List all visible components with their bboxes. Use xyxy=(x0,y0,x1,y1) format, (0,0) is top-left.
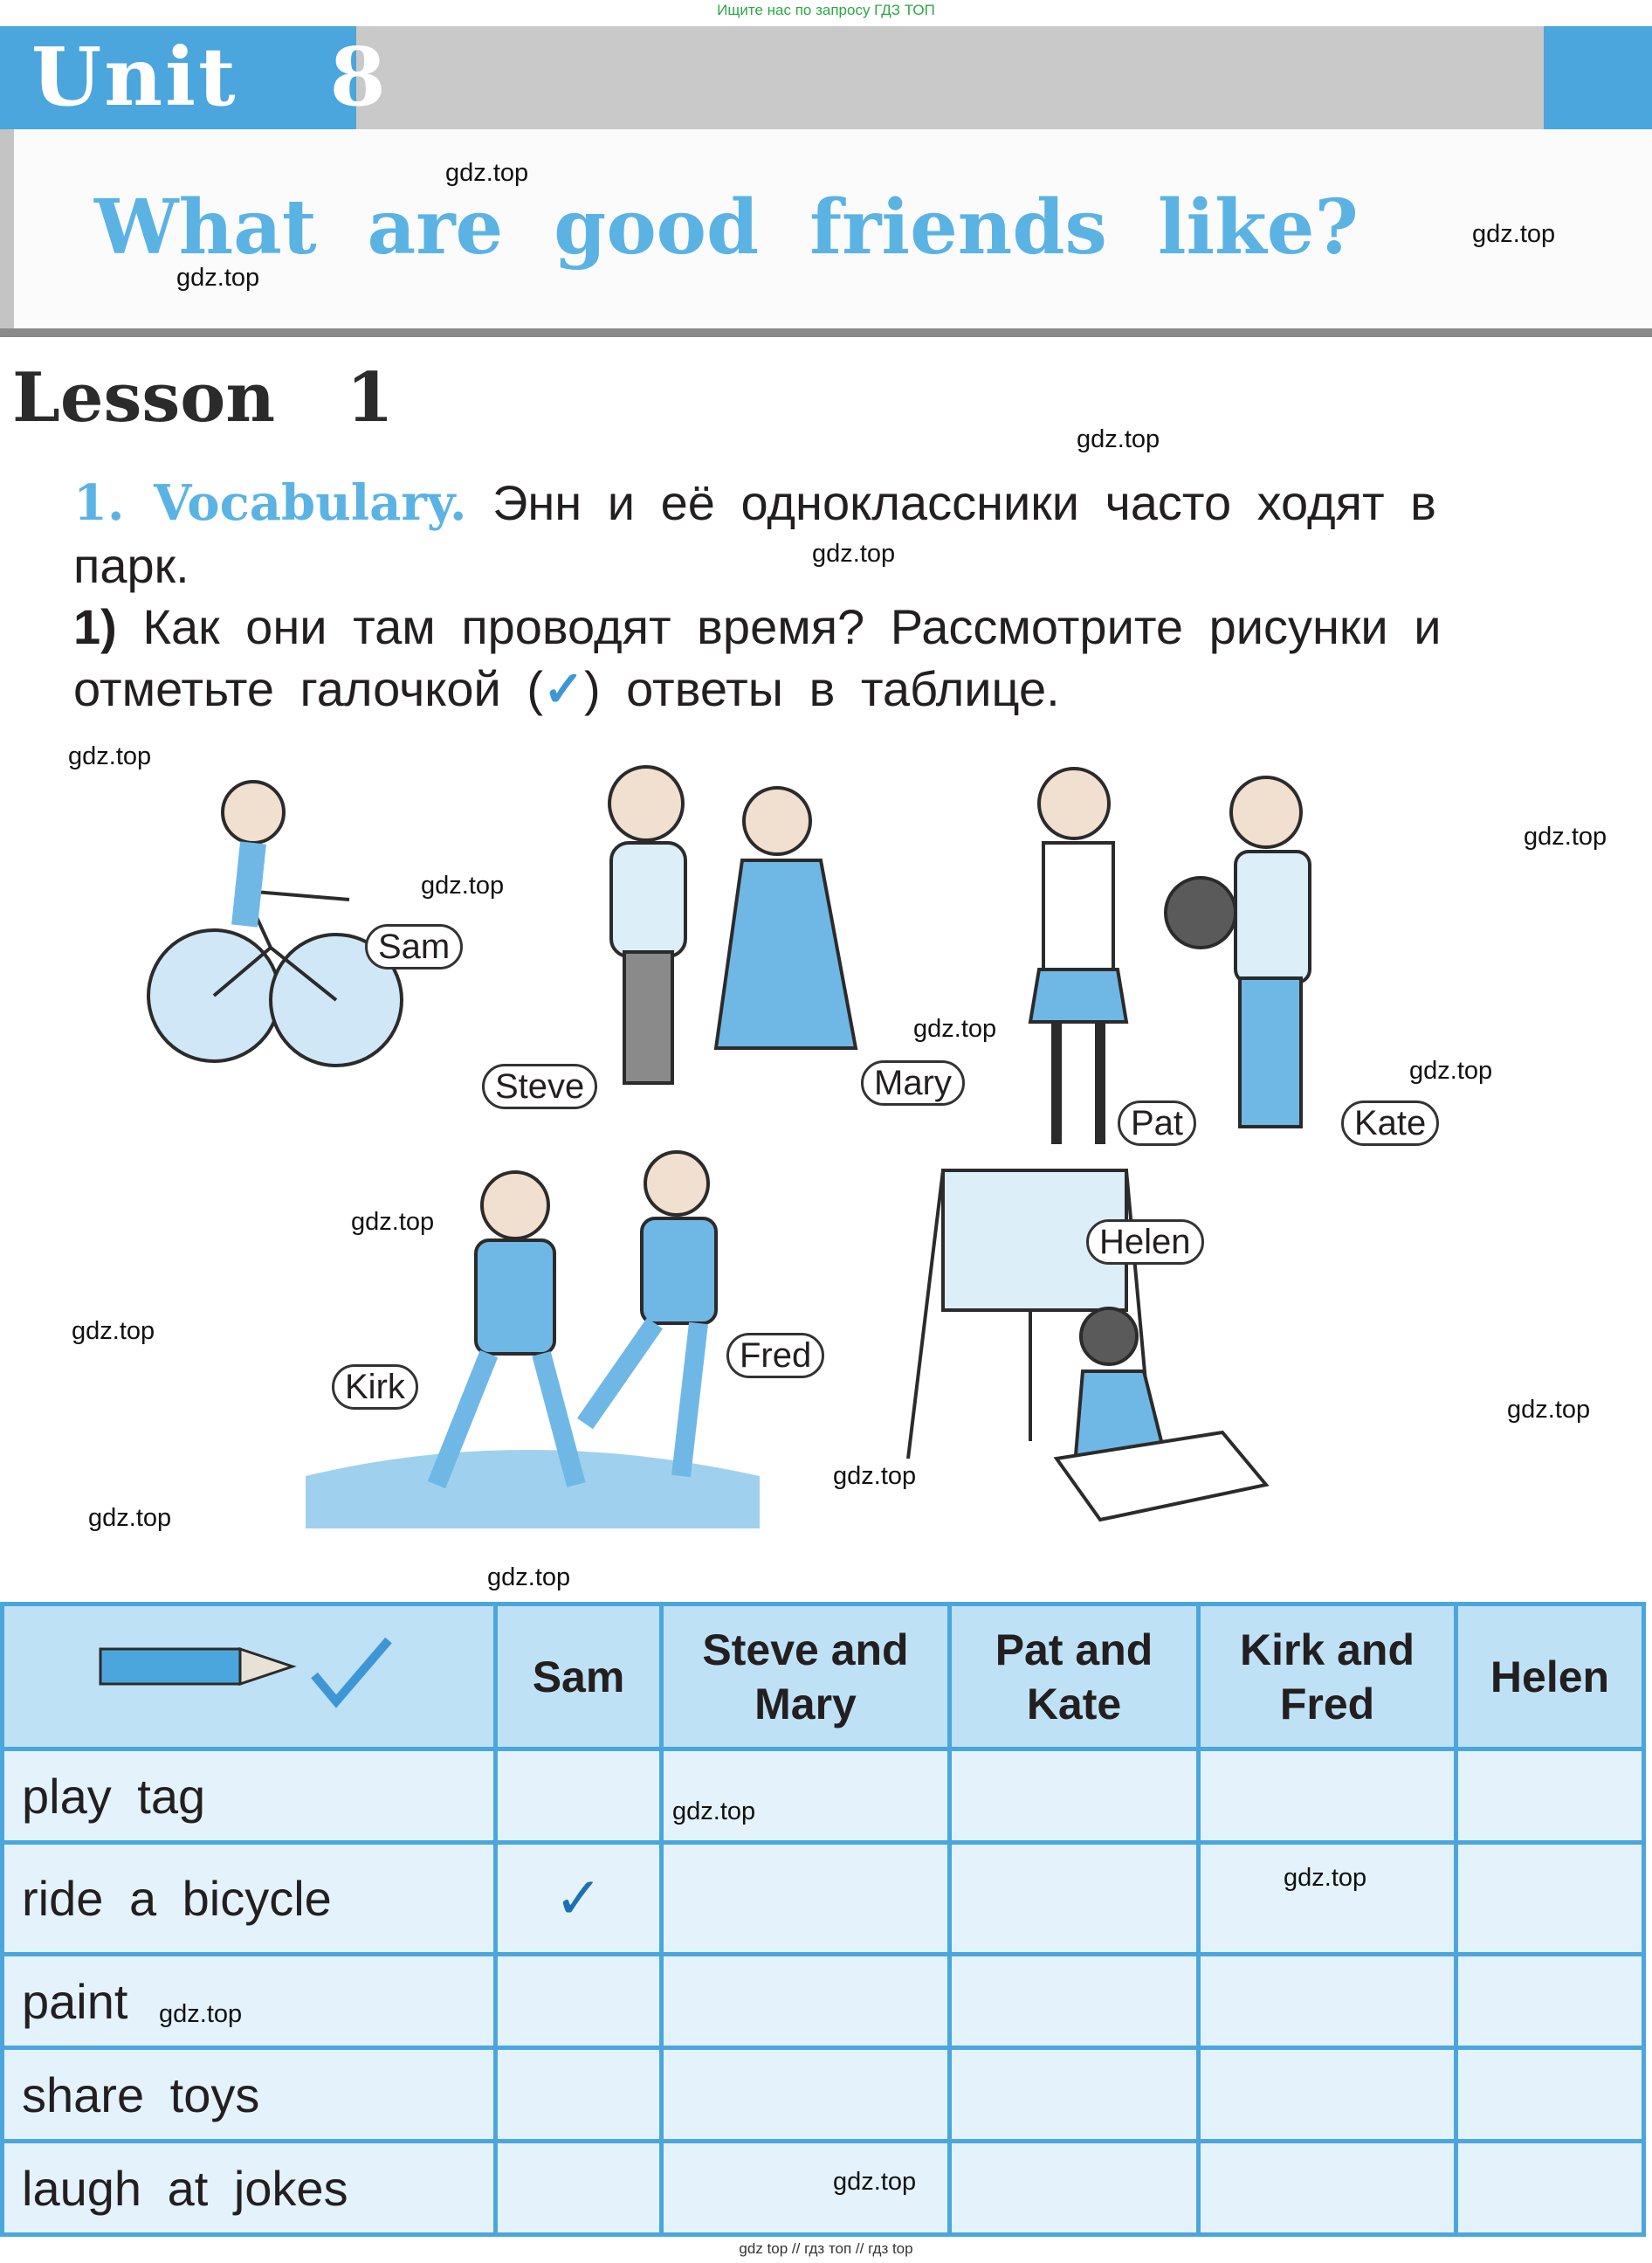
answer-cell[interactable] xyxy=(950,1749,1199,1843)
pat-kate-figures xyxy=(1030,769,1310,1144)
name-tag-steve: Steve xyxy=(482,1064,597,1109)
helen-painting-figure xyxy=(908,1170,1266,1520)
watermark: gdz.top xyxy=(833,1462,917,1490)
watermark: gdz.top xyxy=(487,1563,571,1591)
name-tag-fred: Fred xyxy=(726,1333,824,1378)
unit-banner-end xyxy=(1544,26,1652,129)
name-tag-pat: Pat xyxy=(1118,1100,1196,1146)
task-instruction xyxy=(73,596,1575,720)
watermark: gdz.top xyxy=(72,1317,155,1345)
watermark: gdz.top xyxy=(159,2000,243,2028)
row-label: ride a bicycle xyxy=(3,1843,496,1955)
watermark: gdz.top xyxy=(1409,1057,1493,1085)
answer-cell[interactable] xyxy=(1199,2142,1456,2235)
column-header-sam: Sam xyxy=(496,1604,662,1749)
subtask-text: Как они там проводят время? Рассмотрите рисунки и отметьте галочкой ( xyxy=(73,599,1442,716)
table-row xyxy=(3,1955,1644,2048)
name-tag-mary: Mary xyxy=(861,1060,965,1106)
table-header-row xyxy=(3,1604,1644,1749)
answer-cell[interactable] xyxy=(1199,1749,1456,1843)
lesson-heading: Lesson 1 xyxy=(12,358,394,438)
watermark: gdz.top xyxy=(68,742,152,770)
pencil-icon xyxy=(92,1632,406,1710)
row-label: play tag xyxy=(3,1749,496,1843)
park-illustration xyxy=(131,760,1572,1546)
answer-cell[interactable]: ✓ xyxy=(496,1843,662,1955)
answer-cell[interactable] xyxy=(1456,1843,1644,1955)
watermark: gdz.top xyxy=(445,159,529,187)
column-header-kirk-fred: Kirk and Fred xyxy=(1199,1604,1456,1749)
answer-cell[interactable] xyxy=(1199,1843,1456,1955)
row-label: laugh at jokes xyxy=(3,2142,496,2235)
table-row xyxy=(3,1749,1644,1843)
answer-cell[interactable] xyxy=(496,1749,662,1843)
answer-table xyxy=(0,1602,1646,2237)
watermark: gdz.top xyxy=(833,2168,917,2196)
row-label: share toys xyxy=(3,2048,496,2142)
steve-mary-figures xyxy=(609,767,856,1083)
answer-cell[interactable] xyxy=(662,2048,950,2142)
answer-cell[interactable] xyxy=(662,1749,950,1843)
table-row xyxy=(3,2142,1644,2235)
watermark: gdz.top xyxy=(672,1797,756,1825)
answer-cell[interactable] xyxy=(950,1955,1199,2048)
answer-cell[interactable] xyxy=(496,2142,662,2235)
name-tag-kate: Kate xyxy=(1341,1100,1439,1146)
subtask-text-end: ) ответы в таблице. xyxy=(583,661,1060,716)
column-header-helen: Helen xyxy=(1456,1604,1644,1749)
name-tag-sam: Sam xyxy=(365,924,463,969)
answer-cell[interactable] xyxy=(662,1955,950,2048)
answer-cell[interactable] xyxy=(662,1843,950,1955)
watermark: gdz.top xyxy=(1507,1396,1591,1424)
task-label: 1. Vocabulary. xyxy=(73,474,467,532)
row-label: paint xyxy=(3,1955,496,2048)
answer-cell[interactable] xyxy=(950,2048,1199,2142)
checkmark-icon: ✓ xyxy=(543,661,584,716)
answer-cell[interactable] xyxy=(950,2142,1199,2235)
pencil-tick-header xyxy=(3,1604,496,1749)
watermark: gdz.top xyxy=(913,1015,997,1043)
table-row xyxy=(3,1843,1644,1955)
title-divider xyxy=(0,328,1652,337)
answer-cell[interactable] xyxy=(1456,1749,1644,1843)
answer-cell[interactable] xyxy=(1456,1955,1644,2048)
watermark: gdz.top xyxy=(1524,823,1607,851)
column-header-pat-kate: Pat and Kate xyxy=(950,1604,1199,1749)
name-tag-helen: Helen xyxy=(1086,1219,1204,1265)
watermark: gdz.top xyxy=(351,1208,435,1236)
watermark: gdz.top xyxy=(1472,220,1556,248)
answer-cell[interactable] xyxy=(1199,1955,1456,2048)
answer-cell[interactable] xyxy=(1456,2048,1644,2142)
task-intro-text: Энн и её одноклассники часто ходят в парк. xyxy=(73,475,1436,593)
table-row xyxy=(3,2048,1644,2142)
bottom-note: gdz top // гдз топ // гдз top xyxy=(739,2240,913,2257)
subtask-label: 1) xyxy=(73,599,117,654)
watermark: gdz.top xyxy=(88,1504,172,1532)
watermark: gdz.top xyxy=(176,264,260,292)
watermark: gdz.top xyxy=(421,872,505,900)
answer-cell[interactable] xyxy=(1456,2142,1644,2235)
answer-cell[interactable] xyxy=(496,1955,662,2048)
watermark: gdz.top xyxy=(1077,425,1160,453)
unit-label: Unit 8 xyxy=(31,30,389,124)
answer-cell[interactable] xyxy=(1199,2048,1456,2142)
column-header-steve-mary: Steve and Mary xyxy=(662,1604,950,1749)
top-note: Ищите нас по запросу ГДЗ ТОП xyxy=(717,2,935,18)
task-intro xyxy=(73,472,1575,597)
watermark: gdz.top xyxy=(812,540,896,568)
sam-bicycle-figure xyxy=(148,782,402,1066)
page-title: What are good friends like? xyxy=(94,183,1359,272)
answer-cell[interactable] xyxy=(496,2048,662,2142)
watermark: gdz.top xyxy=(1284,1864,1367,1892)
checkmark-icon xyxy=(314,1640,389,1701)
name-tag-kirk: Kirk xyxy=(332,1364,418,1410)
answer-cell[interactable] xyxy=(950,1843,1199,1955)
illustration-drawing xyxy=(131,760,1572,1546)
